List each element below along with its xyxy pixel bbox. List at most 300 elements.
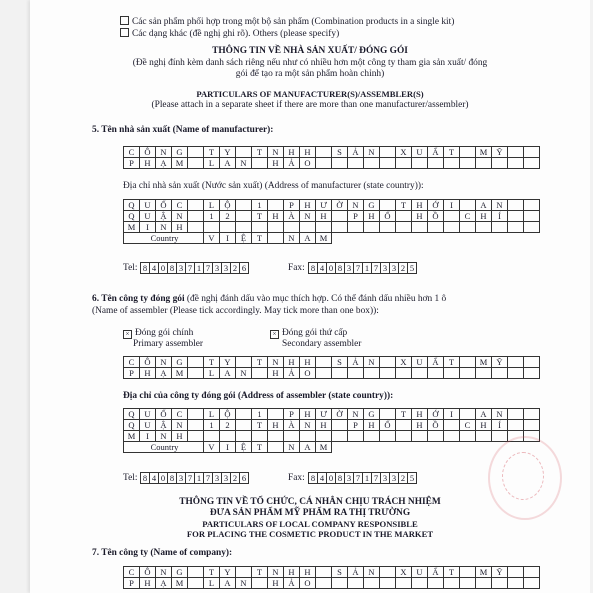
- grid-cell: [380, 158, 396, 169]
- grid-cell: U: [140, 200, 156, 211]
- grid-cell: H: [412, 211, 428, 222]
- grid-row: [124, 158, 540, 169]
- grid-cell: [332, 578, 348, 589]
- grid-cell: [508, 409, 524, 420]
- grid-cell: [220, 431, 236, 442]
- grid-cell: 8: [309, 263, 318, 274]
- grid-cell: [476, 368, 492, 379]
- grid-cell: A: [300, 233, 316, 244]
- grid-cell: [268, 409, 284, 420]
- grid-cell: N: [156, 431, 172, 442]
- grid-cell: [428, 431, 444, 442]
- assembler-label: 6. Tên công ty đóng gói (đề nghị đánh dấu vào mục thích hợp. Có thể đánh dấu nhiều hơn 1 ô: [92, 294, 447, 304]
- grid-cell: H: [268, 368, 284, 379]
- grid-cell: [460, 147, 476, 158]
- grid-cell: [444, 233, 460, 244]
- grid-cell: [476, 158, 492, 169]
- grid-cell: [508, 147, 524, 158]
- company-name-grid: [123, 566, 540, 589]
- grid-cell: [492, 578, 508, 589]
- grid-cell: C: [124, 567, 140, 578]
- grid-cell: [332, 233, 348, 244]
- grid-cell: 8: [141, 473, 150, 484]
- grid-cell: [444, 420, 460, 431]
- grid-cell: C: [460, 211, 476, 222]
- grid-cell: [428, 233, 444, 244]
- grid-cell: Ệ: [236, 442, 252, 453]
- grid-cell: [188, 211, 204, 222]
- primary-assembler-option[interactable]: × Đóng gói chính: [123, 328, 193, 339]
- grid-cell: [412, 578, 428, 589]
- grid-cell: C: [172, 409, 188, 420]
- grid-cell: 1: [204, 420, 220, 431]
- grid-cell: T: [204, 147, 220, 158]
- grid-cell: [380, 368, 396, 379]
- grid-cell: 4: [318, 473, 327, 484]
- grid-cell: N: [236, 368, 252, 379]
- grid-cell: Ô: [140, 567, 156, 578]
- grid-cell: 0: [327, 473, 336, 484]
- assembler-address-label: Địa chỉ của công ty đóng gói (Address of assembler (state country)):: [123, 391, 394, 401]
- grid-cell: [476, 578, 492, 589]
- grid-cell: [492, 158, 508, 169]
- grid-cell: [508, 357, 524, 368]
- grid-cell: 8: [168, 473, 177, 484]
- grid-cell: [524, 147, 540, 158]
- grid-cell: [524, 233, 540, 244]
- grid-row: [124, 211, 540, 222]
- grid-cell: [396, 222, 412, 233]
- grid-cell: T: [252, 233, 268, 244]
- grid-cell: [396, 158, 412, 169]
- grid-cell: [396, 368, 412, 379]
- grid-cell: A: [220, 578, 236, 589]
- grid-cell: Ờ: [332, 409, 348, 420]
- grid-cell: 1: [252, 409, 268, 420]
- grid-cell: Ỹ: [492, 147, 508, 158]
- grid-cell: [316, 357, 332, 368]
- grid-cell: [316, 431, 332, 442]
- grid-cell: [428, 368, 444, 379]
- combination-option[interactable]: Các sản phẩm phối hợp trong một bộ sản phẩm (Combination products in a single kit): [120, 16, 454, 27]
- grid-cell: I: [220, 442, 236, 453]
- grid-cell: [460, 431, 476, 442]
- grid-cell: H: [300, 357, 316, 368]
- grid-cell: Ậ: [156, 211, 172, 222]
- grid-cell: [332, 158, 348, 169]
- grid-cell: M: [124, 431, 140, 442]
- grid-cell: I: [220, 233, 236, 244]
- grid-cell: L: [204, 409, 220, 420]
- grid-cell: Ộ: [220, 409, 236, 420]
- secondary-assembler-option[interactable]: × Đóng gói thứ cấp: [270, 328, 347, 339]
- grid-cell: [252, 158, 268, 169]
- grid-cell: N: [156, 357, 172, 368]
- grid-cell: N: [156, 147, 172, 158]
- grid-cell: [364, 158, 380, 169]
- grid-cell: P: [284, 200, 300, 211]
- grid-cell: [428, 578, 444, 589]
- grid-cell: 7: [186, 473, 195, 484]
- grid-cell: [348, 431, 364, 442]
- company-label: 7. Tên công ty (Name of company):: [92, 548, 233, 558]
- grid-cell: [188, 222, 204, 233]
- grid-cell: T: [252, 442, 268, 453]
- grid-cell: P: [124, 368, 140, 379]
- grid-cell: 3: [222, 263, 231, 274]
- grid-cell: [380, 233, 396, 244]
- checkbox-checked[interactable]: ×: [123, 330, 132, 339]
- grid-cell: H: [268, 158, 284, 169]
- grid-cell: [524, 420, 540, 431]
- grid-cell: M: [476, 147, 492, 158]
- grid-cell: [252, 222, 268, 233]
- grid-cell: [188, 409, 204, 420]
- grid-cell: Ấ: [428, 147, 444, 158]
- grid-row: [124, 578, 540, 589]
- grid-cell: N: [364, 567, 380, 578]
- grid-cell: [316, 147, 332, 158]
- grid-cell: Q: [124, 420, 140, 431]
- grid-cell: C: [460, 420, 476, 431]
- grid-cell: [508, 233, 524, 244]
- grid-cell: [412, 222, 428, 233]
- grid-cell: [236, 147, 252, 158]
- grid-cell: N: [300, 420, 316, 431]
- grid-cell: [524, 158, 540, 169]
- grid-cell: M: [476, 567, 492, 578]
- grid-cell: 4: [150, 263, 159, 274]
- grid-cell: U: [412, 357, 428, 368]
- grid-cell: H: [412, 420, 428, 431]
- grid-cell: Ả: [348, 147, 364, 158]
- grid-cell: Ô: [140, 357, 156, 368]
- grid-cell: N: [268, 147, 284, 158]
- grid-cell: [380, 200, 396, 211]
- grid-cell: Ố: [380, 420, 396, 431]
- grid-cell: [188, 357, 204, 368]
- grid-cell: [524, 200, 540, 211]
- grid-cell: Y: [220, 147, 236, 158]
- grid-cell: [284, 431, 300, 442]
- grid-cell: N: [284, 233, 300, 244]
- grid-cell: 2: [399, 263, 408, 274]
- grid-cell: 6: [240, 473, 249, 484]
- grid-cell: [380, 357, 396, 368]
- section-note-en: (Please attach in a separate sheet if there are more than one manufacturer/assembler): [151, 100, 469, 110]
- assembler-label-note: (Name of assembler (Please tick accordingly. May tick more than one box)):: [92, 306, 379, 316]
- grid-cell: 7: [204, 263, 213, 274]
- grid-cell: [268, 222, 284, 233]
- grid-cell: Ố: [156, 409, 172, 420]
- grid-cell: Ậ: [156, 420, 172, 431]
- grid-cell: H: [268, 420, 284, 431]
- grid-cell: 0: [159, 263, 168, 274]
- grid-cell: [332, 222, 348, 233]
- grid-cell: [460, 222, 476, 233]
- grid-cell: L: [204, 158, 220, 169]
- grid-cell: [508, 158, 524, 169]
- grid-cell: C: [124, 147, 140, 158]
- fax-grid: [308, 472, 417, 484]
- grid-cell: [236, 357, 252, 368]
- grid-cell: U: [412, 567, 428, 578]
- grid-cell: T: [252, 567, 268, 578]
- grid-cell: T: [444, 147, 460, 158]
- grid-cell: [492, 222, 508, 233]
- grid-cell: A: [220, 368, 236, 379]
- grid-cell: [524, 409, 540, 420]
- grid-cell: [364, 233, 380, 244]
- grid-cell: O: [300, 158, 316, 169]
- grid-cell: G: [364, 409, 380, 420]
- grid-cell: 2: [231, 263, 240, 274]
- grid-cell: [364, 222, 380, 233]
- grid-cell: Ồ: [428, 420, 444, 431]
- grid-cell: [524, 368, 540, 379]
- grid-cell: [236, 420, 252, 431]
- grid-cell: N: [348, 200, 364, 211]
- phone-row: [141, 263, 249, 274]
- grid-cell: Ạ: [156, 158, 172, 169]
- grid-cell: P: [124, 578, 140, 589]
- others-option[interactable]: Các dạng khác (đề nghị ghi rõ). Others (please specify): [120, 28, 339, 39]
- grid-cell: 0: [327, 263, 336, 274]
- grid-cell: S: [332, 147, 348, 158]
- grid-cell: L: [204, 200, 220, 211]
- grid-cell: [444, 431, 460, 442]
- section-note: (Đề nghị đính kèm danh sách riêng nếu như có nhiều hơn một công ty tham gia sản xuất/ đóng: [132, 58, 488, 68]
- grid-cell: S: [332, 567, 348, 578]
- grid-cell: S: [332, 357, 348, 368]
- grid-cell: [412, 431, 428, 442]
- grid-cell: T: [444, 567, 460, 578]
- grid-cell: [348, 222, 364, 233]
- grid-cell: [348, 158, 364, 169]
- manufacturer-address-label: Địa chỉ nhà sản xuất (Nước sản xuất) (Address of manufacturer (state country)):: [123, 181, 424, 191]
- grid-cell: [284, 222, 300, 233]
- country-label: Country: [124, 233, 204, 244]
- grid-cell: [268, 200, 284, 211]
- grid-cell: I: [444, 409, 460, 420]
- grid-cell: [364, 578, 380, 589]
- grid-cell: [476, 442, 492, 453]
- tel-label: Tel:: [123, 263, 138, 273]
- grid-cell: M: [316, 442, 332, 453]
- grid-cell: [524, 211, 540, 222]
- grid-cell: [492, 233, 508, 244]
- grid-cell: G: [172, 147, 188, 158]
- grid-cell: [412, 368, 428, 379]
- grid-cell: [252, 578, 268, 589]
- checkbox[interactable]: [120, 28, 129, 37]
- grid-cell: [380, 567, 396, 578]
- grid-cell: [460, 409, 476, 420]
- grid-cell: Ả: [284, 368, 300, 379]
- grid-cell: [460, 567, 476, 578]
- grid-cell: Í: [492, 420, 508, 431]
- grid-cell: [444, 368, 460, 379]
- grid-cell: [396, 233, 412, 244]
- grid-cell: L: [204, 578, 220, 589]
- manufacturer-address-grid: [123, 199, 540, 244]
- grid-cell: N: [348, 409, 364, 420]
- grid-cell: [492, 431, 508, 442]
- grid-cell: Ấ: [428, 357, 444, 368]
- fax-label: Fax:: [288, 473, 305, 483]
- grid-cell: 7: [186, 263, 195, 274]
- country-row: [124, 233, 540, 244]
- grid-cell: [316, 368, 332, 379]
- grid-cell: 1: [204, 211, 220, 222]
- grid-cell: 7: [354, 263, 363, 274]
- grid-cell: M: [172, 158, 188, 169]
- grid-cell: [236, 409, 252, 420]
- grid-cell: L: [204, 368, 220, 379]
- grid-cell: T: [252, 211, 268, 222]
- grid-cell: N: [492, 409, 508, 420]
- grid-cell: Ả: [284, 578, 300, 589]
- grid-cell: [396, 578, 412, 589]
- grid-cell: [364, 442, 380, 453]
- grid-cell: Ạ: [156, 368, 172, 379]
- grid-cell: [380, 431, 396, 442]
- grid-cell: Ô: [140, 147, 156, 158]
- grid-cell: Ư: [316, 409, 332, 420]
- grid-cell: [236, 567, 252, 578]
- tel-grid: [140, 262, 249, 274]
- grid-cell: 3: [213, 263, 222, 274]
- checkbox[interactable]: [120, 16, 129, 25]
- grid-cell: [188, 368, 204, 379]
- grid-cell: 2: [231, 473, 240, 484]
- grid-cell: [476, 222, 492, 233]
- grid-cell: [188, 200, 204, 211]
- grid-cell: [220, 222, 236, 233]
- grid-cell: A: [476, 409, 492, 420]
- grid-cell: [460, 357, 476, 368]
- grid-cell: H: [364, 420, 380, 431]
- grid-cell: C: [124, 357, 140, 368]
- grid-cell: Ả: [284, 158, 300, 169]
- grid-cell: H: [140, 368, 156, 379]
- grid-cell: 3: [222, 473, 231, 484]
- grid-cell: [348, 578, 364, 589]
- grid-cell: À: [284, 211, 300, 222]
- grid-cell: X: [396, 567, 412, 578]
- grid-cell: [428, 442, 444, 453]
- grid-cell: 2: [220, 211, 236, 222]
- grid-cell: A: [476, 200, 492, 211]
- grid-cell: H: [172, 431, 188, 442]
- grid-cell: [316, 578, 332, 589]
- grid-cell: P: [284, 409, 300, 420]
- grid-cell: [380, 409, 396, 420]
- grid-cell: [460, 442, 476, 453]
- grid-cell: H: [300, 409, 316, 420]
- grid-cell: 8: [336, 473, 345, 484]
- grid-cell: Ấ: [428, 567, 444, 578]
- grid-cell: H: [300, 147, 316, 158]
- grid-cell: [364, 368, 380, 379]
- grid-cell: À: [284, 420, 300, 431]
- grid-cell: [348, 442, 364, 453]
- grid-cell: 1: [363, 263, 372, 274]
- grid-cell: U: [140, 420, 156, 431]
- grid-cell: [444, 222, 460, 233]
- grid-cell: [236, 211, 252, 222]
- grid-cell: [364, 431, 380, 442]
- grid-cell: 1: [195, 473, 204, 484]
- grid-cell: Ỹ: [492, 567, 508, 578]
- grid-cell: [460, 578, 476, 589]
- grid-row: [124, 222, 540, 233]
- grid-cell: [348, 233, 364, 244]
- grid-cell: 3: [213, 473, 222, 484]
- grid-cell: T: [444, 357, 460, 368]
- grid-cell: M: [172, 578, 188, 589]
- grid-cell: 5: [408, 473, 417, 484]
- tel-grid: [140, 472, 249, 484]
- grid-cell: [252, 431, 268, 442]
- grid-cell: 4: [318, 263, 327, 274]
- grid-cell: O: [300, 368, 316, 379]
- grid-cell: 7: [354, 473, 363, 484]
- phone-row: [141, 473, 249, 484]
- grid-cell: [236, 200, 252, 211]
- grid-cell: Ả: [348, 357, 364, 368]
- grid-cell: 3: [177, 263, 186, 274]
- grid-cell: [268, 431, 284, 442]
- grid-cell: 8: [168, 263, 177, 274]
- grid-cell: [396, 211, 412, 222]
- grid-cell: 1: [252, 200, 268, 211]
- grid-cell: 1: [195, 263, 204, 274]
- grid-cell: [332, 442, 348, 453]
- grid-cell: Ệ: [236, 233, 252, 244]
- grid-cell: [508, 211, 524, 222]
- grid-cell: [188, 158, 204, 169]
- fax-label: Fax:: [288, 263, 305, 273]
- form-page: [30, 0, 590, 593]
- checkbox-checked[interactable]: ×: [270, 330, 279, 339]
- grid-cell: [492, 368, 508, 379]
- grid-cell: O: [300, 578, 316, 589]
- grid-cell: [460, 158, 476, 169]
- primary-assembler-en: Primary assembler: [133, 339, 204, 349]
- grid-cell: H: [284, 357, 300, 368]
- grid-cell: Q: [124, 409, 140, 420]
- grid-cell: M: [172, 368, 188, 379]
- grid-cell: 3: [390, 473, 399, 484]
- grid-cell: Ả: [348, 567, 364, 578]
- grid-cell: H: [268, 578, 284, 589]
- grid-cell: A: [300, 442, 316, 453]
- grid-cell: [524, 222, 540, 233]
- grid-cell: 3: [381, 263, 390, 274]
- grid-cell: Ộ: [220, 200, 236, 211]
- grid-cell: Ố: [156, 200, 172, 211]
- grid-cell: [508, 222, 524, 233]
- grid-cell: [428, 222, 444, 233]
- grid-cell: T: [252, 420, 268, 431]
- grid-cell: [268, 442, 284, 453]
- grid-cell: [508, 420, 524, 431]
- grid-cell: N: [364, 147, 380, 158]
- section-note: gói để tạo ra một sản phẩm hoàn chỉnh): [235, 69, 385, 79]
- grid-cell: Í: [492, 211, 508, 222]
- grid-cell: [300, 222, 316, 233]
